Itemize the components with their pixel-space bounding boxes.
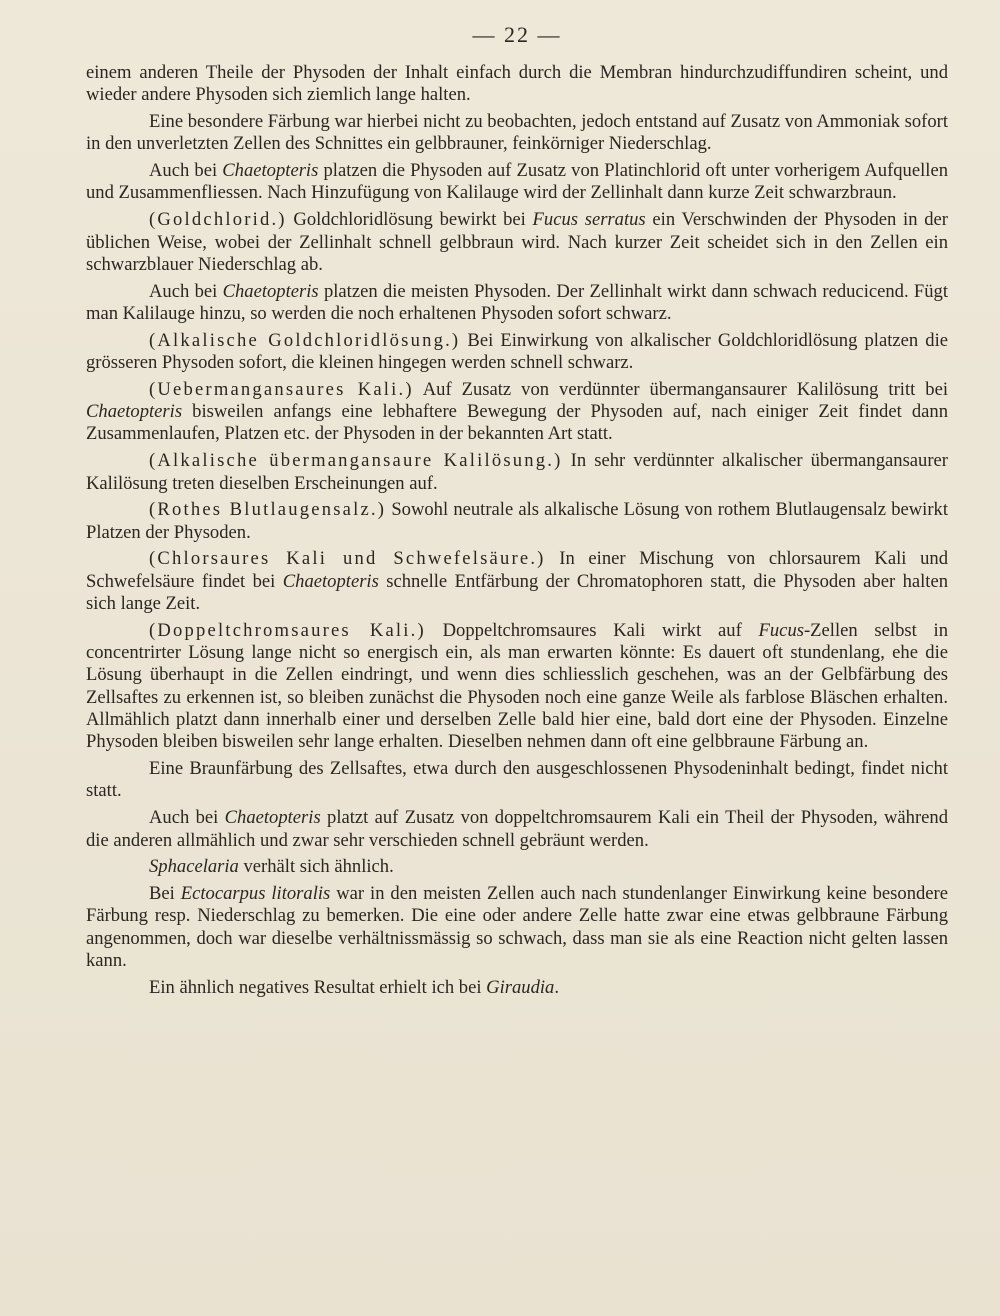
- paragraph: [86, 548, 948, 615]
- text-run: schnelle Entfärbung der Chromatophoren statt, die Physoden aber halten sich lange Zeit.: [86, 570, 948, 615]
- paragraph: [86, 807, 948, 852]
- paragraph: [86, 330, 948, 375]
- text-run: Goldchloridlösung bewirkt bei: [286, 209, 533, 231]
- reagent-heading: (Uebermangansaures Kali.): [149, 378, 414, 400]
- text-run: platzt auf Zusatz von doppeltchromsaurem Kali ein Theil der Physoden, während die anderen allmählich und zwar sehr verschieden schnell gebräunt werden.: [86, 807, 948, 851]
- text-run: bisweilen anfangs eine lebhaftere Bewegung der Physoden auf, nach einiger Zeit findet dann Zusammenlaufen, Platzen etc. der Physoden in der bekannten Art statt.: [86, 401, 948, 445]
- reagent-heading: (Chlorsaures Kali und Schwefelsäure.): [149, 548, 546, 570]
- body-text: [86, 62, 948, 999]
- reagent-heading: (Alkalische Goldchloridlösung.): [149, 329, 461, 351]
- text-run: Auch bei: [149, 280, 223, 302]
- text-run: verhält sich ähnlich.: [238, 856, 394, 878]
- page-number: — 22 —: [472, 22, 562, 47]
- reagent-heading: (Goldchlorid.): [149, 209, 287, 231]
- text-run: .: [554, 976, 560, 998]
- paragraph: [86, 62, 948, 107]
- paragraph: [86, 499, 948, 544]
- italic-term: Chaetopteris: [222, 280, 319, 302]
- text-run: Ein ähnlich negatives Resultat erhielt ich bei: [149, 976, 487, 998]
- text-run: ein Verschwinden der Physoden in der üblichen Weise, wobei der Zellinhalt schnell gelbbraun wird. Nach kurzer Zeit scheidet sich in den Zellen ein schwarzblauer Niederschlag ab.: [86, 209, 948, 275]
- text-run: In einer Mischung von chlorsaurem Kali und Schwefelsäure findet bei: [86, 548, 948, 592]
- text-run: Eine Braunfärbung des Zellsaftes, etwa durch den ausgeschlossenen Physodeninhalt bedingt, findet nicht statt.: [86, 758, 948, 802]
- italic-term: Fucus serratus: [532, 209, 646, 231]
- text-run: Sowohl neutrale als alkalische Lösung von rothem Blutlaugensalz bewirkt Platzen der Physoden.: [86, 499, 948, 543]
- paragraph: [86, 450, 948, 495]
- paragraph: [86, 977, 948, 999]
- reagent-heading: (Doppeltchromsaures Kali.): [149, 619, 426, 641]
- text-run: Eine besondere Färbung war hierbei nicht zu beobachten, jedoch entstand auf Zusatz von Ammoniak sofort in den unverletzten Zellen des Schnittes ein gelbbrauner, feinkörniger Niederschlag.: [86, 111, 948, 155]
- text-run: -Zellen selbst in concentrirter Lösung lange nicht so energisch ein, als man erwarten könnte: Es dauert oft stundenlang, ehe die Lösung überhaupt in die Zellen eindringt, und wenn dies schliesslich geschehen, was an der Gelbfärbung des Zellsaftes zu erkennen ist, so bleiben zunächst die Physoden noch eine ganze Weile als farblose Bläschen erhalten. Allmählich platzt dann innerhalb einer und derselben Zelle bald hier eine, bald dort eine der Physoden. Einzelne Physoden bleiben bisweilen sehr lange erhalten. Dieselben nehmen dann oft eine gelbbraune Färbung an.: [86, 619, 948, 753]
- text-run: In sehr verdünnter alkalischer übermangansaurer Kalilösung treten dieselben Erscheinungen auf.: [86, 450, 948, 494]
- text-run: Doppeltchromsaures Kali wirkt auf: [425, 619, 759, 641]
- text-run: Bei Einwirkung von alkalischer Goldchloridlösung platzen die grösseren Physoden sofort, die kleinen hingegen werden schnell schwarz.: [86, 329, 948, 374]
- text-run: Auf Zusatz von verdünnter übermangansaurer Kalilösung tritt bei: [413, 378, 948, 400]
- text-run: Auch bei: [149, 807, 225, 829]
- paragraph: [86, 856, 948, 878]
- italic-term: Chaetopteris: [224, 807, 321, 829]
- paragraph: [86, 883, 948, 972]
- italic-term: Fucus: [758, 619, 804, 641]
- paragraph: [86, 281, 948, 326]
- italic-term: Chaetopteris: [222, 160, 319, 182]
- italic-term: Chaetopteris: [86, 401, 183, 423]
- paragraph: [86, 160, 948, 205]
- italic-term: Ectocarpus litoralis: [180, 883, 331, 905]
- paragraph: [86, 209, 948, 276]
- reagent-heading: (Alkalische übermangansaure Kalilösung.): [149, 450, 563, 472]
- paragraph: [86, 111, 948, 156]
- italic-term: Chaetopteris: [282, 570, 379, 592]
- paragraph: [86, 620, 948, 754]
- text-run: platzen die Physoden auf Zusatz von Platinchlorid oft unter vorherigem Aufquellen und Zusammenfliessen. Nach Hinzufügung von Kalilauge wird der Zellinhalt dann kurze Zeit schwarzbraun.: [86, 160, 948, 204]
- paragraph: [86, 758, 948, 803]
- text-run: platzen die meisten Physoden. Der Zellinhalt wirkt dann schwach reducicend. Fügt man Kalilauge hinzu, so werden die noch erhaltenen Physoden sofort schwarz.: [86, 280, 948, 324]
- italic-term: Giraudia: [486, 976, 555, 998]
- text-run: war in den meisten Zellen auch nach stundenlanger Einwirkung keine besondere Färbung resp. Niederschlag zu bemerken. Die eine oder andere Zelle hatte zwar eine etwas gelbbraune Färbung angenommen, doch war dieselbe verhältnissmässig so schwach, dass man sie als eine Reaction nicht gelten lassen kann.: [86, 883, 949, 971]
- text-run: einem anderen Theile der Physoden der Inhalt einfach durch die Membran hindurchzudiffundiren scheint, und wieder andere Physoden sich ziemlich lange halten.: [86, 62, 948, 106]
- text-run: Auch bei: [149, 160, 223, 182]
- text-run: Bei: [149, 883, 181, 905]
- paragraph: [86, 379, 948, 446]
- italic-term: Sphacelaria: [149, 856, 239, 878]
- reagent-heading: (Rothes Blutlaugensalz.): [149, 499, 387, 521]
